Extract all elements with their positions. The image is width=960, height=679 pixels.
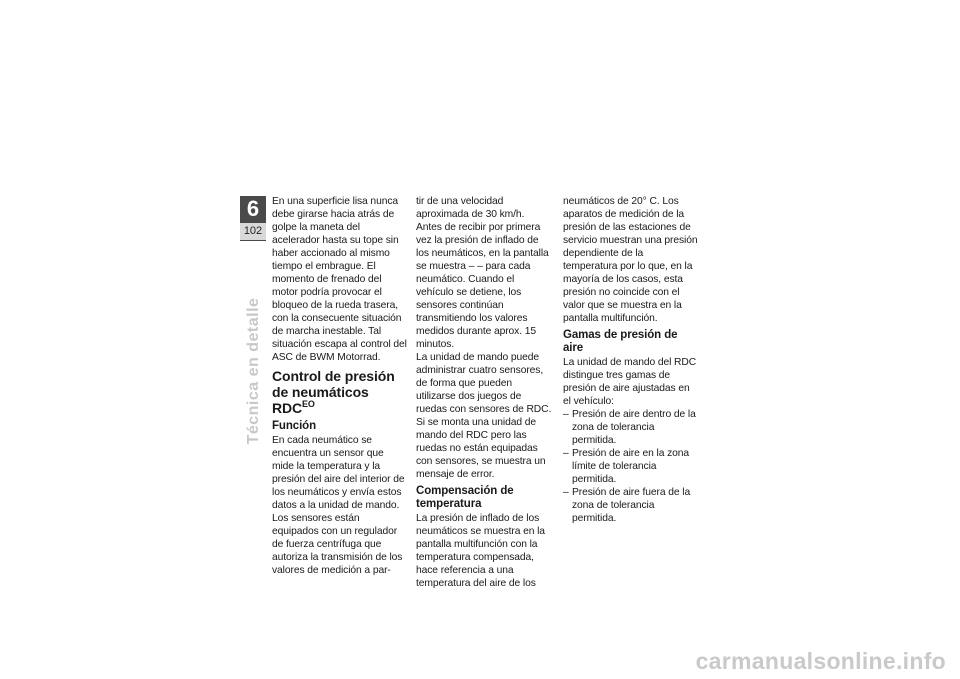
text-column-2 [416, 195, 552, 590]
compensacion-paragraph: La presión de inflado de los neumáticos se muestra en la pantalla multifunción con la temperatura compensada, hace referencia a una temperatura del aire de los [416, 513, 545, 589]
section-heading-text: Control de presión de neumáticos RDC [272, 368, 395, 416]
funcion-paragraph-1: En cada neumático se encuentra un sensor que mide la temperatura y la presión del aire del interior de los neumáticos y envía estos datos a la unidad de mando. [272, 435, 405, 511]
chapter-number: 6 [246, 196, 260, 221]
list-item-text: Presión de aire dentro de la zona de tolerancia permitida. [572, 409, 696, 446]
list-dash: – [563, 487, 569, 498]
text-column-3 [563, 195, 699, 525]
chapter-title-vertical: Técnica en detalle [245, 297, 262, 445]
list-dash: – [563, 409, 569, 420]
page-number: 102 [240, 223, 266, 240]
list-item-text: Presión de aire en la zona límite de tolerancia permitida. [572, 448, 690, 485]
section-heading-rdc [272, 368, 408, 416]
funcion-paragraph-3: tir de una velocidad aproximada de 30 km/h. Antes de recibir por primera vez la presión de inflado de los neumáticos, en la pantalla se muestra – – para cada neumático. Cuando el vehículo se detiene, los sensores continúan transmitiendo los valores medidos durante aprox. 15 minutos. [416, 196, 549, 350]
list-item [563, 447, 699, 486]
list-item [563, 408, 699, 447]
gamas-paragraph: La unidad de mando del RDC distingue tres gamas de presión de aire ajustadas en el vehículo: [563, 357, 697, 407]
text-column-1 [272, 195, 408, 577]
subsection-heading-gamas: Gamas de presión de aire [563, 329, 678, 354]
compensacion-paragraph-continued: neumáticos de 20° C. Los aparatos de medición de la presión de las estaciones de servicio muestran una presión dependiente de la temperatura por lo que, en la mayoría de los casos, esta presión no coincide con el valor que se muestra en la pantalla multifunción. [563, 196, 698, 324]
subsection-heading-funcion: Función [272, 420, 317, 432]
chapter-tab [240, 196, 266, 241]
list-item [563, 486, 699, 525]
list-dash: – [563, 448, 569, 459]
funcion-paragraph-2: Los sensores están equipados con un regulador de fuerza centrífuga que autoriza la transmisión de los valores de medición a par- [272, 513, 403, 576]
watermark: carmanualsonline.info [695, 648, 946, 674]
section-heading-superscript: EO [302, 399, 315, 409]
subsection-heading-compensacion: Compensación de temperatura [416, 485, 514, 510]
list-item-text: Presión de aire fuera de la zona de tolerancia permitida. [572, 487, 691, 524]
funcion-paragraph-4: La unidad de mando puede administrar cuatro sensores, de forma que pueden utilizarse dos juegos de ruedas con sensores de RDC. Si se monta una unidad de mando del RDC pero las ruedas no están equipadas con sensores, se muestra un mensaje de error. [416, 352, 552, 480]
pressure-range-list [563, 408, 699, 525]
intro-paragraph: En una superficie lisa nunca debe girarse hacia atrás de golpe la maneta del acelerador hasta su tope sin haber accionado al mismo tiempo el embrague. El momento de frenado del motor podría provocar el bloqueo de la rueda trasera, con la consecuente situación de marcha inestable. Tal situación escapa al control del ASC de BWM Motorrad. [272, 196, 407, 363]
